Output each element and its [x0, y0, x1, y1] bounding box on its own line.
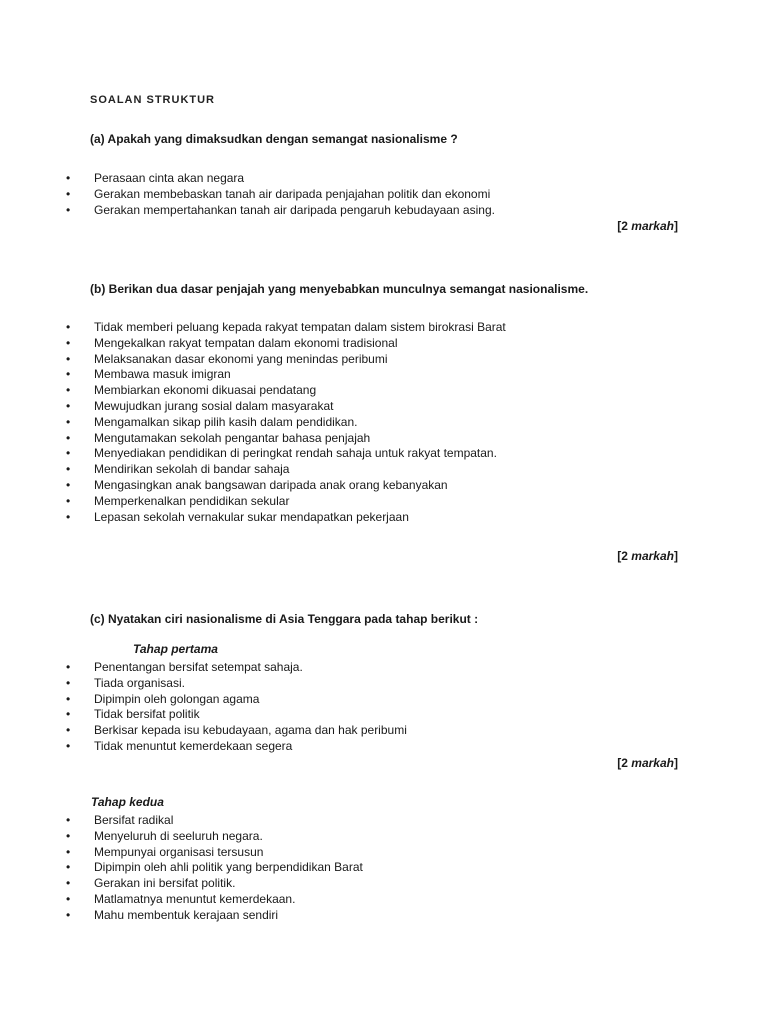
list-item: • Gerakan membebaskan tanah air daripada penjajahan politik dan ekonomi [0, 187, 700, 203]
answer-list-stage-2 [0, 813, 700, 924]
list-item: • Tidak bersifat politik [0, 707, 700, 723]
marks-b: [2 markah] [617, 549, 678, 563]
answer-list-a [0, 171, 700, 218]
stage-2-title: Tahap kedua [91, 795, 164, 809]
list-item: • Membiarkan ekonomi dikuasai pendatang [0, 383, 700, 399]
list-item: • Perasaan cinta akan negara [0, 171, 700, 187]
page-heading: SOALAN STRUKTUR [90, 94, 215, 106]
list-item: • Dipimpin oleh golongan agama [0, 692, 700, 708]
list-item: • Mendirikan sekolah di bandar sahaja [0, 462, 700, 478]
list-item: • Gerakan mempertahankan tanah air daripada pengaruh kebudayaan asing. [0, 203, 700, 219]
list-item: • Matlamatnya menuntut kemerdekaan. [0, 892, 700, 908]
question-c: (c) Nyatakan ciri nasionalisme di Asia Tenggara pada tahap berikut : [90, 612, 479, 626]
list-item: • Melaksanakan dasar ekonomi yang menindas peribumi [0, 352, 700, 368]
list-item: • Bersifat radikal [0, 813, 700, 829]
stage-1-title: Tahap pertama [133, 642, 218, 656]
answer-list-stage-1 [0, 660, 700, 755]
list-item: • Berkisar kepada isu kebudayaan, agama dan hak peribumi [0, 723, 700, 739]
list-item: • Mahu membentuk kerajaan sendiri [0, 908, 700, 924]
list-item: • Tidak menuntut kemerdekaan segera [0, 739, 700, 755]
list-item: • Mempunyai organisasi tersusun [0, 845, 700, 861]
list-item: • Mengekalkan rakyat tempatan dalam ekonomi tradisional [0, 336, 700, 352]
list-item: • Mewujudkan jurang sosial dalam masyarakat [0, 399, 700, 415]
list-item: • Menyeluruh di seeluruh negara. [0, 829, 700, 845]
question-b: (b) Berikan dua dasar penjajah yang menyebabkan munculnya semangat nasionalisme. [90, 282, 589, 296]
question-a: (a) Apakah yang dimaksudkan dengan semangat nasionalisme ? [90, 132, 458, 146]
marks-a: [2 markah] [617, 219, 678, 233]
list-item: • Mengutamakan sekolah pengantar bahasa penjajah [0, 431, 700, 447]
list-item: • Memperkenalkan pendidikan sekular [0, 494, 700, 510]
list-item: • Dipimpin oleh ahli politik yang berpendidikan Barat [0, 860, 700, 876]
list-item: • Menyediakan pendidikan di peringkat rendah sahaja untuk rakyat tempatan. [0, 446, 700, 462]
list-item: • Penentangan bersifat setempat sahaja. [0, 660, 700, 676]
list-item: • Tiada organisasi. [0, 676, 700, 692]
answer-list-b [0, 320, 700, 525]
marks-c: [2 markah] [617, 756, 678, 770]
list-item: • Membawa masuk imigran [0, 367, 700, 383]
list-item: • Mengasingkan anak bangsawan daripada anak orang kebanyakan [0, 478, 700, 494]
list-item: • Tidak memberi peluang kepada rakyat tempatan dalam sistem birokrasi Barat [0, 320, 700, 336]
list-item: • Mengamalkan sikap pilih kasih dalam pendidikan. [0, 415, 700, 431]
list-item: • Gerakan ini bersifat politik. [0, 876, 700, 892]
list-item: • Lepasan sekolah vernakular sukar mendapatkan pekerjaan [0, 510, 700, 526]
